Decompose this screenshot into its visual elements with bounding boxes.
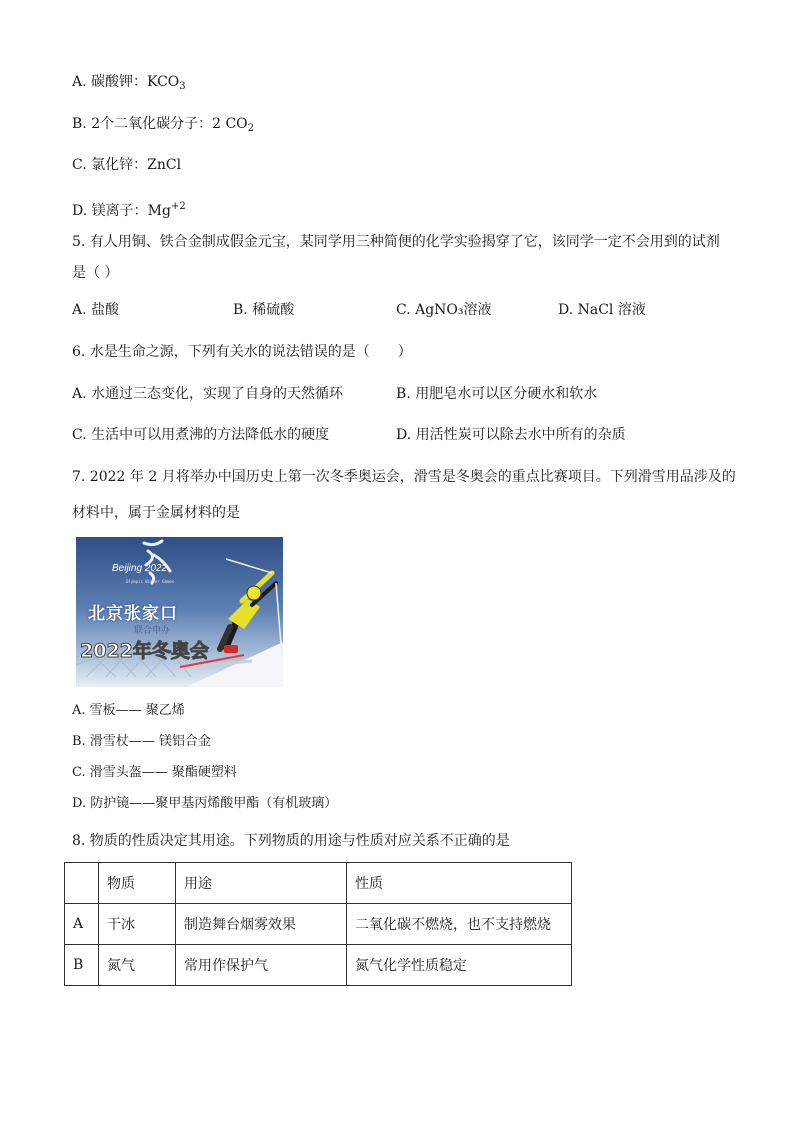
- table-header-cell: 物质: [99, 863, 176, 904]
- poster-main-text: 2022年冬奥会: [80, 640, 209, 662]
- table-cell: 常用作保护气: [176, 945, 347, 986]
- table-cell: A: [65, 904, 99, 945]
- q4-option-a: A. 碳酸钾：$KCO_3$: [72, 74, 186, 92]
- q4-option-b: B. 2个二氧化碳分子：2 $CO_2$: [72, 116, 255, 134]
- q5-option-c: C. AgNO₃溶液: [396, 302, 492, 318]
- table-cell: 干冰: [99, 904, 176, 945]
- q4-option-c: C. 氯化锌：ZnCl: [72, 157, 182, 173]
- q7-option-b: B. 滑雪杖—— 镁铝合金: [72, 734, 211, 749]
- poster-title: 北京张家口: [88, 604, 178, 624]
- q8-stem: 8. 物质的性质决定其用途。下列物质的用途与性质对应关系不正确的是: [72, 833, 510, 849]
- q6-option-a: A. 水通过三态变化，实现了自身的天然循环: [72, 386, 344, 402]
- q5-option-d: D. NaCl 溶液: [558, 302, 646, 318]
- q6-option-b: B. 用肥皂水可以区分硬水和软水: [396, 386, 598, 402]
- q8-table: [64, 862, 572, 986]
- table-cell: 制造舞台烟雾效果: [176, 904, 347, 945]
- q6-stem: 6. 水是生命之源，下列有关水的说法错误的是（ ）: [72, 344, 412, 360]
- q4-option-d: D. 镁离子：$Mg^{+2}$: [72, 201, 186, 219]
- table-header-cell: 性质: [347, 863, 572, 904]
- q6-option-d: D. 用活性炭可以除去水中所有的杂质: [396, 427, 626, 443]
- table-cell: 氮气: [99, 945, 176, 986]
- table-header-cell: 用途: [176, 863, 347, 904]
- q7-option-a: A. 雪板—— 聚乙烯: [72, 703, 185, 718]
- table-cell: 氮气化学性质稳定: [347, 945, 572, 986]
- q5-stem-line2: 是（ ）: [72, 265, 119, 281]
- table-cell: B: [65, 945, 99, 986]
- poster-subtitle: 联合申办: [134, 626, 171, 636]
- winter-emblem-icon: [144, 541, 170, 583]
- q5-option-b: B. 稀硫酸: [233, 302, 295, 318]
- logo-subtext: Olympic Winter Games: [126, 579, 175, 584]
- olympic-poster-image: [76, 537, 283, 687]
- table-row: [65, 904, 572, 945]
- q5-stem-line1: 5. 有人用铜、铁合金制成假金元宝，某同学用三种简便的化学实验揭穿了它，该同学一定不会用到的试剂: [72, 234, 720, 250]
- table-row: [65, 945, 572, 986]
- q7-stem-line2: 材料中，属于金属材料的是: [72, 505, 240, 521]
- q7-option-d: D. 防护镜——聚甲基丙烯酸甲酯（有机玻璃）: [72, 796, 338, 811]
- table-cell: 二氧化碳不燃烧，也不支持燃烧: [347, 904, 572, 945]
- logo-text: Beijing 2022: [112, 563, 168, 574]
- table-header-row: [65, 863, 572, 904]
- q6-option-c: C. 生活中可以用煮沸的方法降低水的硬度: [72, 427, 330, 443]
- q7-stem-line1: 7. 2022 年 2 月将举办中国历史上第一次冬季奥运会，滑雪是冬奥会的重点比赛项目。下列滑雪用品涉及的: [72, 469, 736, 485]
- q5-option-a: A. 盐酸: [72, 302, 120, 318]
- q7-option-c: C. 滑雪头盔—— 聚酯硬塑料: [72, 765, 237, 780]
- table-header-cell: [65, 863, 99, 904]
